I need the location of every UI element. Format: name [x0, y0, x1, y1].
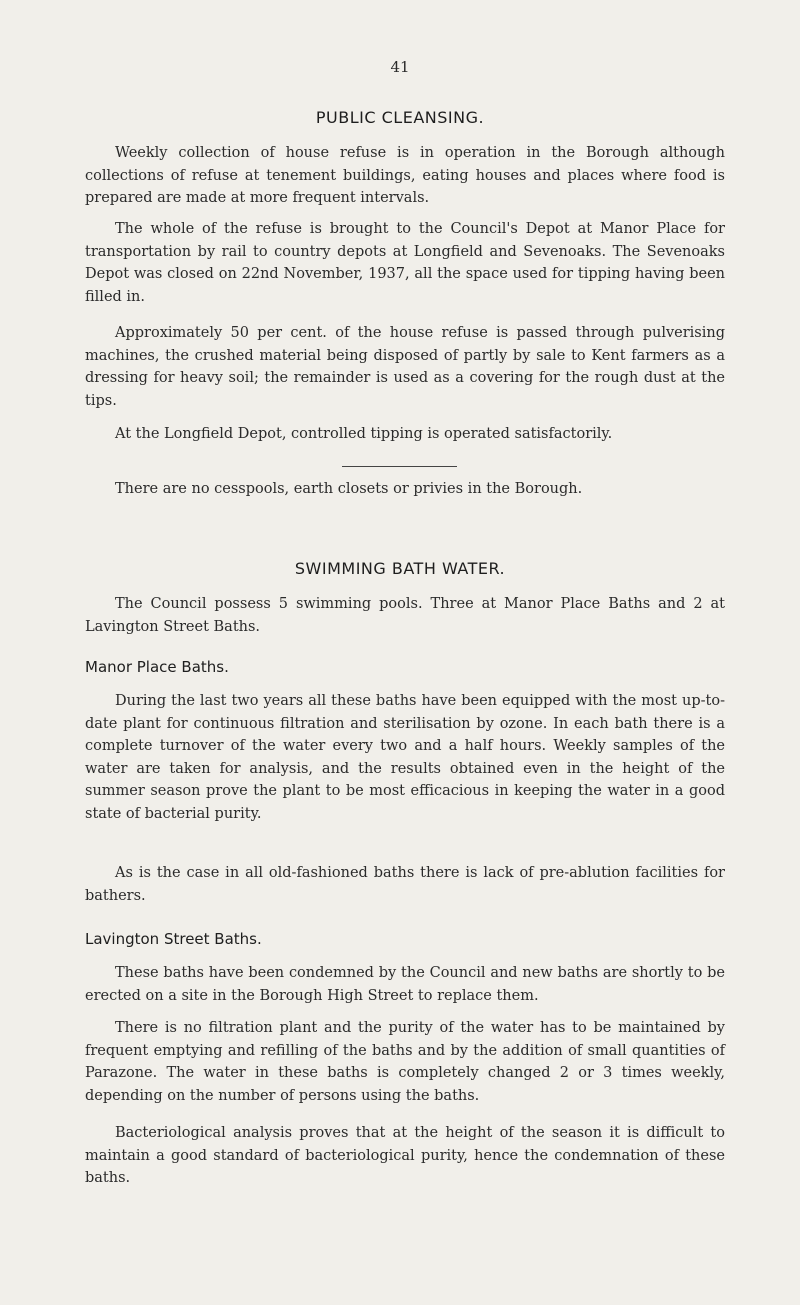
paragraph-weekly-collection: Weekly collection of house refuse is in operation in the Borough although collections of refuse at tenement buildings, eating houses and places where food is prepared are made at more frequent intervals. [85, 145, 725, 206]
heading-swimming-bath-water: SWIMMING BATH WATER. [294, 559, 506, 578]
paragraph-lavington-bacteriological: Bacteriological analysis proves that at the height of the season it is difficult to maintain a good standard of bacteriological purity, hence the condemnation of these baths. [85, 1125, 725, 1186]
paragraph-no-cesspools: There are no cesspools, earth closets or privies in the Borough. [115, 481, 583, 497]
heading-public-cleansing: PUBLIC CLEANSING. [315, 108, 485, 127]
subheading-manor-place-baths: Manor Place Baths. [85, 658, 229, 676]
paragraph-lavington-no-filtration: There is no filtration plant and the purity of the water has to be maintained by frequent emptying and refilling of the baths and by the addition of small quantities of Parazone. The water in these baths is completely changed 2 or 3 times weekly, depending on the number of persons using the baths. [85, 1020, 725, 1104]
paragraph-depot-transport: The whole of the refuse is brought to the Council's Depot at Manor Place for transportation by rail to country depots at Longfield and Sevenoaks. The Sevenoaks Depot was closed on 22nd November, 1937, all the space used for tipping having been filled in. [85, 221, 725, 305]
paragraph-longfield-tipping: At the Longfield Depot, controlled tipping is operated satisfactorily. [115, 426, 613, 442]
paragraph-manor-filtration: During the last two years all these baths have been equipped with the most up-to-date plant for continuous filtration and sterilisation by ozone. In each bath there is a complete turnover of the water every two and a half hours. Weekly samples of the water are taken for analysis, and the results obtained even in the height of the summer season prove the plant to be most efficacious in keeping the water in a good state of bacterial purity. [85, 693, 725, 822]
section-divider [342, 466, 457, 467]
page-number: 41 [390, 58, 410, 76]
paragraph-lavington-condemned: These baths have been condemned by the Council and new baths are shortly to be erected on a site in the Borough High Street to replace them. [85, 965, 725, 1004]
subheading-lavington-street-baths: Lavington Street Baths. [85, 930, 262, 948]
paragraph-swimming-pools-intro: The Council possess 5 swimming pools. Three at Manor Place Baths and 2 at Lavington Street Baths. [85, 596, 725, 635]
paragraph-manor-pre-ablution: As is the case in all old-fashioned baths there is lack of pre-ablution facilities for bathers. [85, 865, 725, 904]
paragraph-pulverising: Approximately 50 per cent. of the house refuse is passed through pulverising machines, the crushed material being disposed of partly by sale to Kent farmers as a dressing for heavy soil; the remainder is used as a covering for the rough dust at the tips. [85, 325, 725, 409]
